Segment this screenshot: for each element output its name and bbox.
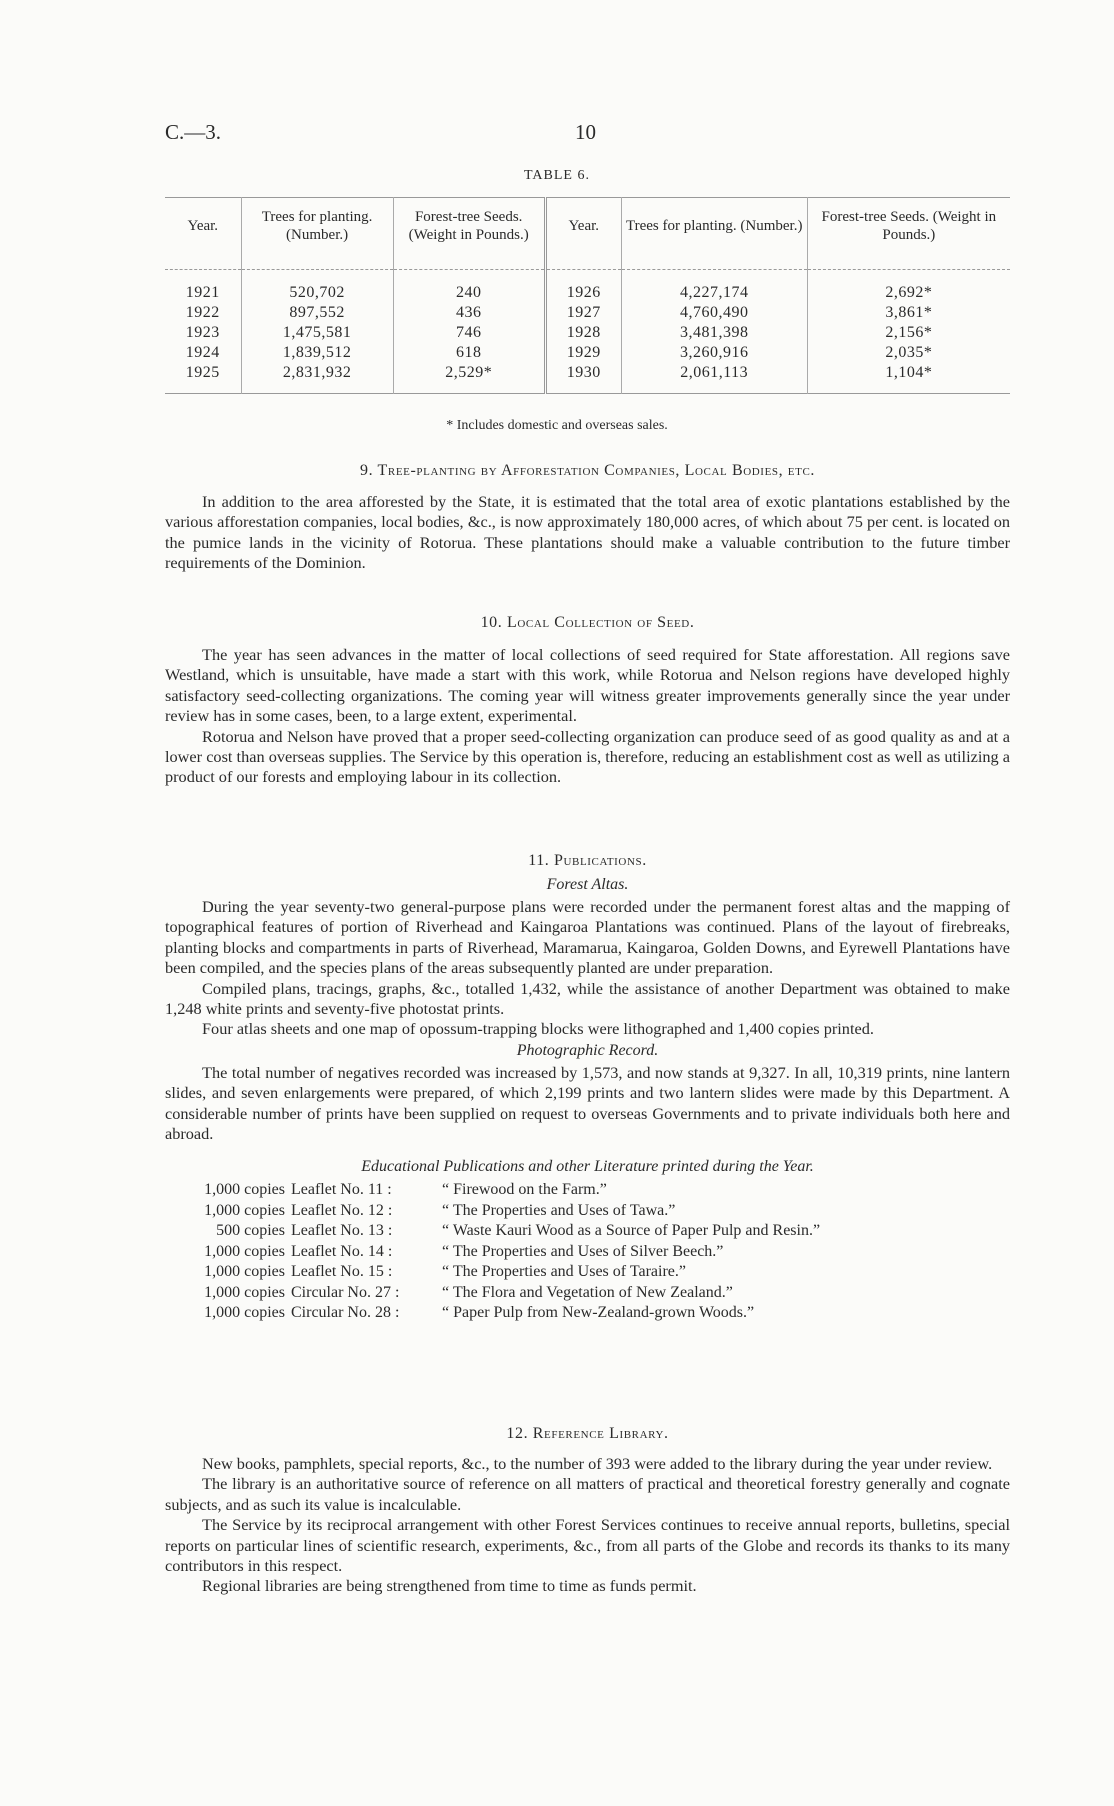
pub-title: “ Firewood on the Farm.” (442, 1181, 607, 1199)
table-cell: 897,552 (241, 303, 393, 323)
pub-title: “ The Flora and Vegetation of New Zealand.” (442, 1283, 733, 1301)
paragraph: During the year seventy-two general-purpose plans were recorded under the permanent forest altas and the mapping of topographical features of portion of Riverhead and Kaingaroa Plantations was continued. Plans of the layout of firebreaks, planting blocks and compartments in parts of Riverhead, Maramarua, Kaingaroa, Golden Downs, and Eyrewell Plantations have been compiled, and the species plans of the areas subsequently planted are under preparation. (165, 897, 1010, 978)
table-cell: 1925 (185, 364, 220, 381)
list-item (165, 1242, 1010, 1263)
table-cell: 4,760,490 (621, 303, 807, 323)
pub-copies: 1,000 copies (204, 1181, 285, 1199)
table-cell: 1,839,512 (241, 343, 393, 363)
table-cell: 1,475,581 (241, 323, 393, 343)
paragraph: Regional libraries are being strengthened from time to time as funds permit. (202, 1576, 697, 1596)
pub-title: “ Waste Kauri Wood as a Source of Paper Pulp and Resin.” (442, 1222, 821, 1240)
pub-title: “ The Properties and Uses of Tawa.” (442, 1201, 676, 1219)
pub-document: Circular No. 27 : (291, 1283, 400, 1301)
table-row (165, 270, 1010, 304)
list-item (165, 1221, 1010, 1242)
table-cell: 1930 (545, 363, 621, 394)
table-cell: 436 (393, 303, 545, 323)
table-cell: 1926 (545, 270, 621, 304)
section-10 (165, 614, 1010, 788)
col-header-seeds: Forest-tree Seeds. (Weight in Pounds.) (393, 198, 545, 270)
table-cell: 2,156* (807, 323, 1010, 343)
pub-copies: 1,000 copies (204, 1304, 285, 1322)
subsection-heading: Forest Altas. (546, 876, 629, 893)
list-item (165, 1262, 1010, 1283)
pub-copies: 1,000 copies (204, 1283, 285, 1301)
section-12 (165, 1425, 1010, 1597)
table-cell: 520,702 (241, 270, 393, 304)
table-cell: 3,861* (807, 303, 1010, 323)
pub-copies: 1,000 copies (204, 1242, 285, 1260)
col-header-seeds-2: Forest-tree Seeds. (Weight in Pounds.) (807, 198, 1010, 270)
table-cell: 1922 (185, 304, 220, 321)
table-row (165, 363, 1010, 394)
paragraph: The total number of negatives recorded was increased by 1,573, and now stands at 9,327. In all, 10,319 prints, nine lantern slides, and seven enlargements were prepared, of which 2,199 prints and two lantern slides were made by this Department. A considerable number of prints have been supplied on request to overseas Governments and to private individuals both here and abroad. (165, 1062, 1010, 1144)
section-9 (165, 462, 1010, 574)
pub-document: Leaflet No. 15 : (291, 1263, 393, 1281)
table-row (165, 343, 1010, 363)
paragraph: Compiled plans, tracings, graphs, &c., totalled 1,432, while the assistance of another Department was obtained to make 1,248 white prints and seventy-five photostat prints. (165, 978, 1010, 1019)
pub-document: Leaflet No. 11 : (291, 1181, 392, 1199)
subsection-heading: Photographic Record. (516, 1041, 659, 1059)
pub-document: Leaflet No. 14 : (291, 1242, 393, 1260)
table-cell: 4,227,174 (621, 270, 807, 304)
list-item (165, 1180, 1010, 1201)
table-cell: 1928 (545, 323, 621, 343)
publications-list (165, 1180, 1010, 1324)
section-heading: 12. Reference Library. (506, 1425, 669, 1442)
table-cell: 3,481,398 (621, 323, 807, 343)
table-cell: 240 (393, 270, 545, 304)
table-cell: 618 (393, 343, 545, 363)
table-cell: 746 (393, 323, 545, 343)
table-row (165, 303, 1010, 323)
table-cell: 1923 (185, 324, 220, 341)
pub-copies: 500 copies (216, 1222, 285, 1240)
section-heading: 10. Local Collection of Seed. (480, 614, 695, 631)
list-item (165, 1283, 1010, 1304)
table-cell: 3,260,916 (621, 343, 807, 363)
table-cell: 1924 (185, 344, 220, 361)
subsection-heading: Educational Publications and other Literature printed during the Year. (361, 1158, 814, 1176)
paragraph: Rotorua and Nelson have proved that a proper seed-collecting organization can produce seed of as good quality as and at a lower cost than overseas supplies. The Service by this operation is, therefore, reducing an establishment cost as well as utilizing a product of our forests and employing labour in its collection. (165, 726, 1010, 787)
table-cell: 1,104* (807, 363, 1010, 394)
table-title: TABLE 6. (524, 168, 590, 183)
paragraph: Four atlas sheets and one map of opossum-trapping blocks were lithographed and 1,400 copies printed. (202, 1019, 874, 1039)
col-header-trees-2: Trees for planting. (Number.) (621, 198, 807, 270)
table-cell: 2,831,932 (241, 363, 393, 394)
table-cell: 2,061,113 (621, 363, 807, 394)
pub-title: “ Paper Pulp from New-Zealand-grown Woods.” (442, 1304, 755, 1322)
seed-planting-table (165, 197, 1010, 394)
paragraph: The year has seen advances in the matter of local collections of seed required for State afforestation. All regions save Westland, which is unsuitable, have made a start with this work, while Rotorua and Nelson regions have developed highly satisfactory seed-collecting organizations. The coming year will witness greater improvements generally since the year under review has in some cases, been, to a large extent, experimental. (165, 645, 1010, 726)
paragraph: In addition to the area afforested by the State, it is estimated that the total area of exotic plantations established by the various afforestation companies, local bodies, &c., is now approximately 180,000 acres, of which about 75 per cent. is located on the pumice lands in the vicinity of Rotorua. These plantations should make a valuable contribution to the future timber requirements of the Dominion. (165, 492, 1010, 573)
table-cell: 2,529* (393, 363, 545, 394)
pub-document: Leaflet No. 13 : (291, 1222, 393, 1240)
list-item (165, 1201, 1010, 1222)
pub-copies: 1,000 copies (204, 1201, 285, 1219)
col-header-trees: Trees for planting. (Number.) (241, 198, 393, 270)
page-number: 10 (575, 120, 596, 144)
col-header-year: Year. (165, 198, 241, 270)
paragraph: New books, pamphlets, special reports, &c., to the number of 393 were added to the library during the year under review. (202, 1454, 993, 1473)
table-cell: 2,035* (807, 343, 1010, 363)
section-heading: 11. Publications. (528, 852, 647, 869)
pub-copies: 1,000 copies (204, 1263, 285, 1281)
table-row (165, 323, 1010, 343)
list-item (165, 1303, 1010, 1324)
document-reference: C.—3. (165, 120, 222, 144)
section-heading: 9. Tree-planting by Afforestation Companies, Local Bodies, etc. (360, 462, 815, 479)
pub-title: “ The Properties and Uses of Taraire.” (442, 1263, 686, 1281)
col-header-year-2: Year. (545, 198, 621, 270)
table-header-row (165, 198, 1010, 270)
paragraph: The library is an authoritative source of reference on all matters of practical and theoretical forestry generally and cognate subjects, and as such its value is incalculable. (165, 1474, 1010, 1514)
pub-document: Circular No. 28 : (291, 1304, 400, 1322)
section-11 (165, 852, 1010, 1324)
paragraph: The Service by its reciprocal arrangement with other Forest Services continues to receive annual reports, bulletins, special reports on particular lines of scientific research, experiments, &c., from all parts of the Globe and records its thanks to its many contributors in this respect. (165, 1515, 1010, 1576)
pub-document: Leaflet No. 12 : (291, 1201, 393, 1219)
table-cell: 1927 (545, 303, 621, 323)
pub-title: “ The Properties and Uses of Silver Beech.” (442, 1242, 724, 1260)
table-cell: 1921 (185, 284, 220, 301)
table-cell: 1929 (545, 343, 621, 363)
table-footnote: * Includes domestic and overseas sales. (446, 418, 668, 433)
table-cell: 2,692* (807, 270, 1010, 304)
